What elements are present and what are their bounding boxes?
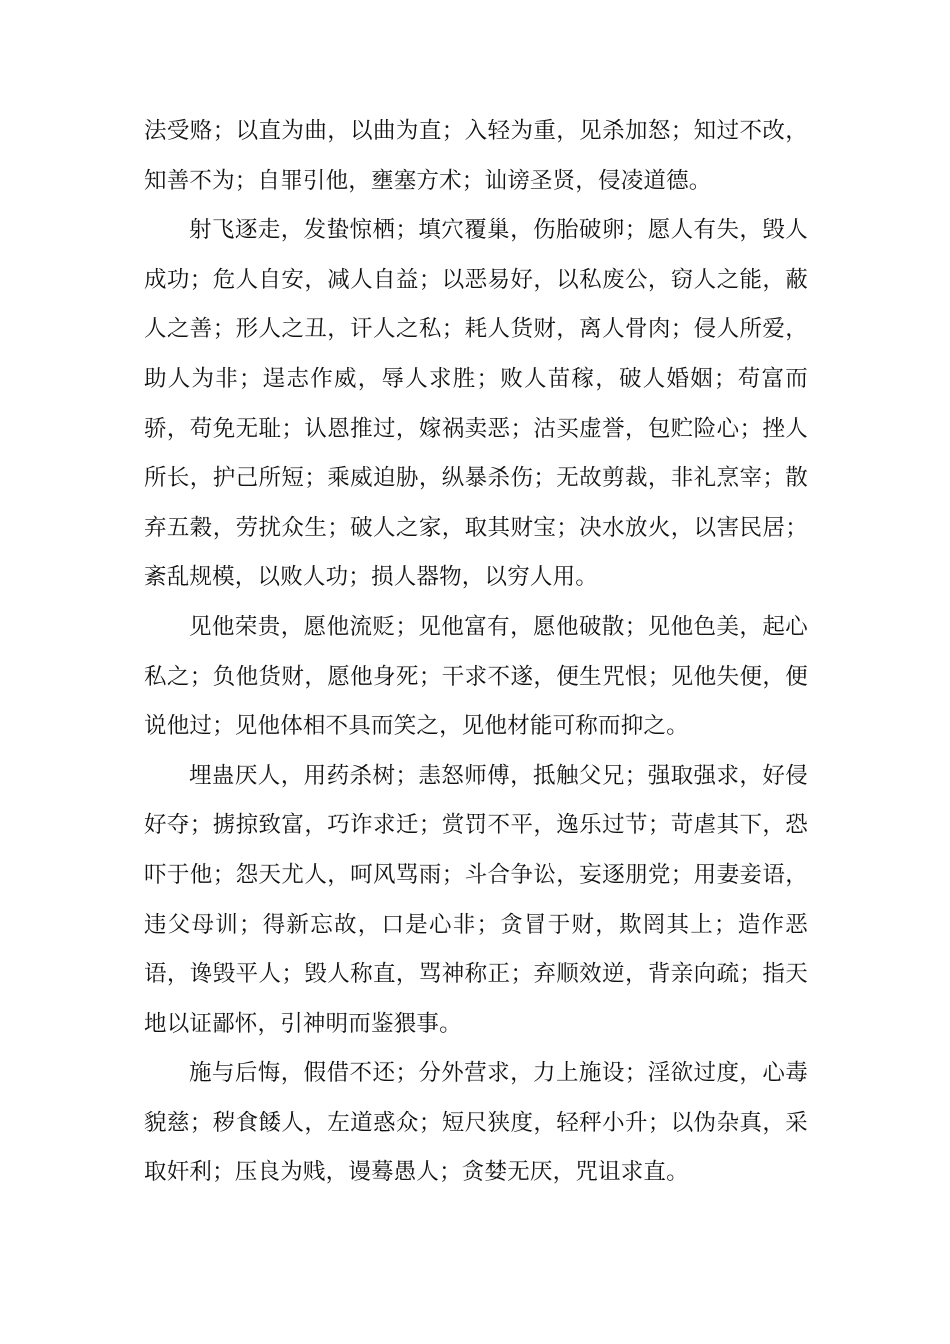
document-body: [144, 107, 808, 1198]
paragraph-2: 射飞逐走，发蛰惊栖；填穴覆巢，伤胎破卵；愿人有失，毁人成功；危人自安，减人自益；以恶易好，以私废公，窃人之能，蔽人之善；形人之丑，讦人之私；耗人货财，离人骨肉；侵人所爱，助人为非；逞志作威，辱人求胜；败人苗稼，破人婚姻；苟富而骄，苟免无耻；认恩推过，嫁祸卖恶；沽买虚誉，包贮险心；挫人所长，护己所短；乘威迫胁，纵暴杀伤；无故剪裁，非礼烹宰；散弃五穀，劳扰众生；破人之家，取其财宝；决水放火，以害民居；紊乱规模，以败人功；损人器物，以穷人用。: [144, 217, 808, 591]
paragraph-5: 施与后悔，假借不还；分外营求，力上施设；淫欲过度，心毒貌慈；秽食餧人，左道惑众；短尺狭度，轻秤小升；以伪杂真，采取奸利；压良为贱，谩蓦愚人；贪婪无厌，咒诅求直。: [144, 1060, 808, 1186]
paragraph-4: 埋蛊厌人，用药杀树；恚怒师傅，抵触父兄；强取强求，好侵好夺；掳掠致富，巧诈求迁；赏罚不平，逸乐过节；苛虐其下，恐吓于他；怨天尤人，呵风骂雨；斗合争讼，妄逐朋党；用妻妾语，违父母训；得新忘故，口是心非；贪冒于财，欺罔其上；造作恶语，谗毁平人；毁人称直，骂神称正；弃顺效逆，背亲向疏；指天地以证鄙怀，引神明而鉴猥事。: [144, 762, 808, 1037]
paragraph-1: 法受赂；以直为曲，以曲为直；入轻为重，见杀加怒；知过不改，知善不为；自罪引他，壅塞方术；讪谤圣贤，侵凌道德。: [144, 118, 808, 194]
paragraph-3: 见他荣贵，愿他流贬；见他富有，愿他破散；见他色美，起心私之；负他货财，愿他身死；干求不遂，便生咒恨；见他失便，便说他过；见他体相不具而笑之，见他材能可称而抑之。: [144, 613, 808, 740]
